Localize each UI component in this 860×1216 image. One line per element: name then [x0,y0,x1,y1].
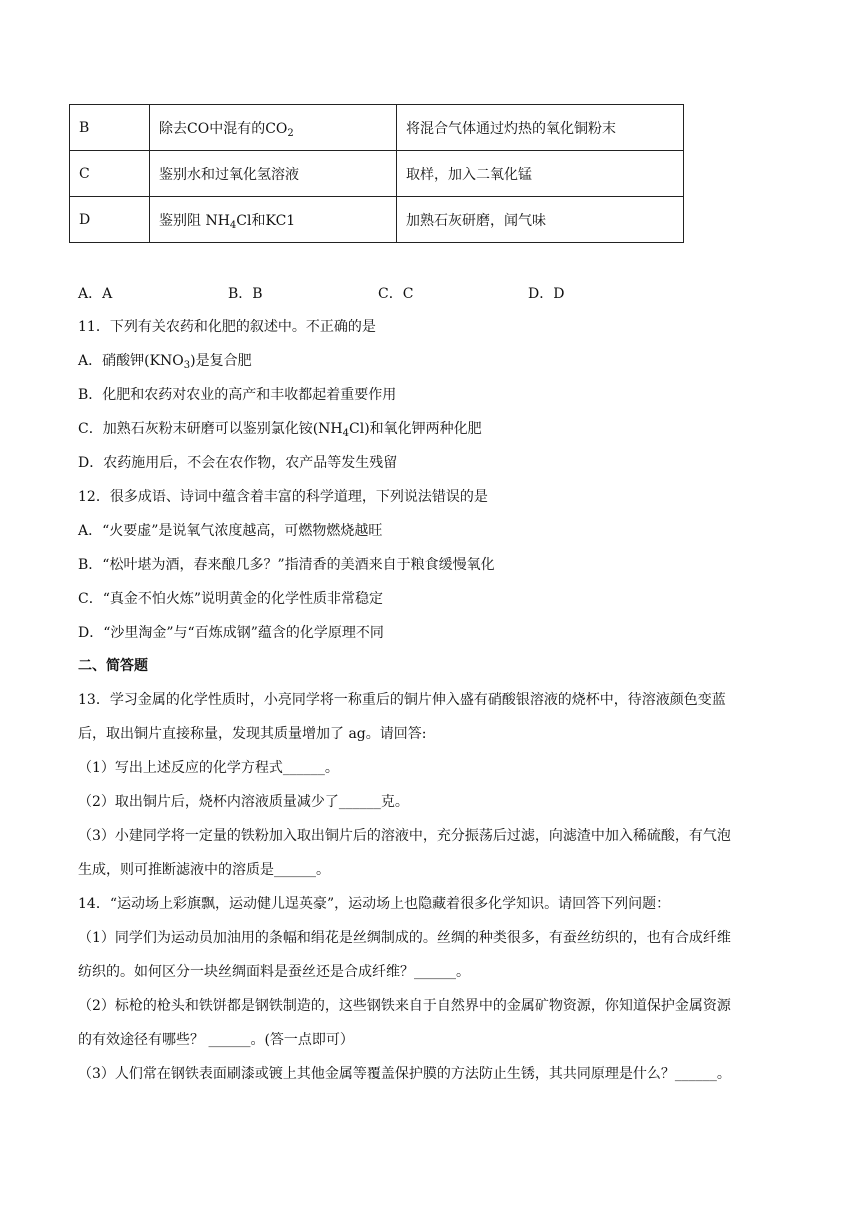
q12-option-d: D．“沙里淘金”与“百炼成钢”蕴含的化学原理不同 [78,625,384,641]
q12-option-a: A．“火要虚”是说氧气浓度越高，可燃物燃烧越旺 [78,523,383,539]
option-text: )是复合肥 [190,353,252,369]
q12-stem: 12．很多成语、诗词中蕴含着丰富的科学道理，下列说法错误的是 [78,489,488,505]
row-label: B [70,105,150,151]
row-item: 鉴别水和过氧化氢溶液 [150,151,397,197]
q13-stem-line2: 后，取出铜片直接称量，发现其质量增加了 ag。请回答: [78,726,427,742]
q12-option-b: B．“松叶堪为酒，春来酿几多？”指清香的美酒来自于粮食缓慢氧化 [78,557,495,573]
table-row [70,105,684,151]
q13-stem-line1: 13．学习金属的化学性质时，小亮同学将一称重后的铜片伸入盛有硝酸银溶液的烧杯中，待溶液颜色变蓝 [78,692,726,708]
q13-part3-line1: （3）小建同学将一定量的铁粉加入取出铜片后的溶液中，充分振荡后过滤，向滤渣中加入稀硫酸，有气泡 [78,828,731,844]
q12-option-c: C．“真金不怕火炼”说明黄金的化学性质非常稳定 [78,591,384,607]
q14-part2-line2: 的有效途径有哪些？ ______。(答一点即可） [78,1032,354,1048]
q14-part1-line2: 纺织的。如何区分一块丝绸面料是蚕丝还是合成纤维？______。 [78,964,470,980]
subscript: 4 [229,219,237,231]
row-method: 将混合气体通过灼热的氧化铜粉末 [397,105,684,151]
option-text: A．硝酸钾(KNO [78,353,184,369]
q13-part1: （1）写出上述反应的化学方程式______。 [78,760,339,776]
choice-b: B．B [228,286,263,302]
q11-option-c [78,419,482,439]
row-item [150,197,397,243]
q13-part2: （2）取出铜片后，烧杯内溶液质量减少了______克。 [78,794,409,810]
row-label: C [70,151,150,197]
choice-d: D．D [528,286,565,302]
choice-c: C．C [378,286,414,302]
q11-stem: 11．下列有关农药和化肥的叙述中。不正确的是 [78,319,376,335]
row-method: 取样，加入二氧化锰 [397,151,684,197]
row-method: 加熟石灰研磨，闻气味 [397,197,684,243]
row-item-text: 鉴别阻 NH [159,212,230,229]
subscript: 4 [342,428,350,439]
q11-option-b: B．化肥和农药对农业的高产和丰收都起着重要作用 [78,387,397,403]
q14-stem: 14．“运动场上彩旗飘，运动健儿逞英豪”，运动场上也隐藏着很多化学知识。请回答下列问题： [78,896,671,912]
row-item-text: 除去CO中混有的CO [159,120,288,137]
row-item-text: Cl和KC1 [236,212,296,229]
q13-part3-line2: 生成，则可推断滤液中的溶质是______。 [78,862,330,878]
q11-option-a [78,351,252,371]
option-text: C．加熟石灰粉末研磨可以鉴别氯化铵(NH [78,421,343,437]
q14-part3: （3）人们常在钢铁表面刷漆或镀上其他金属等覆盖保护膜的方法防止生锈，其共同原理是什么？______。 [78,1066,731,1082]
table-row [70,151,684,197]
q14-part2-line1: （2）标枪的枪头和铁饼都是钢铁制造的，这些钢铁来自于自然界中的金属矿物资源，你知道保护金属资源 [78,998,731,1014]
options-table [69,104,684,243]
q11-option-d: D．农药施用后，不会在农作物，农产品等发生残留 [78,455,398,471]
option-text: Cl)和氧化钾两种化肥 [349,421,482,437]
row-item [150,105,397,151]
section-title: 二、简答题 [78,658,148,674]
table-row [70,197,684,243]
row-label: D [70,197,150,243]
subscript: 3 [183,360,191,371]
q14-part1-line1: （1）同学们为运动员加油用的条幅和绢花是丝绸制成的。丝绸的种类很多，有蚕丝纺织的，也有合成纤维 [78,930,731,946]
choice-a: A．A [78,286,113,302]
subscript: 2 [287,127,294,139]
